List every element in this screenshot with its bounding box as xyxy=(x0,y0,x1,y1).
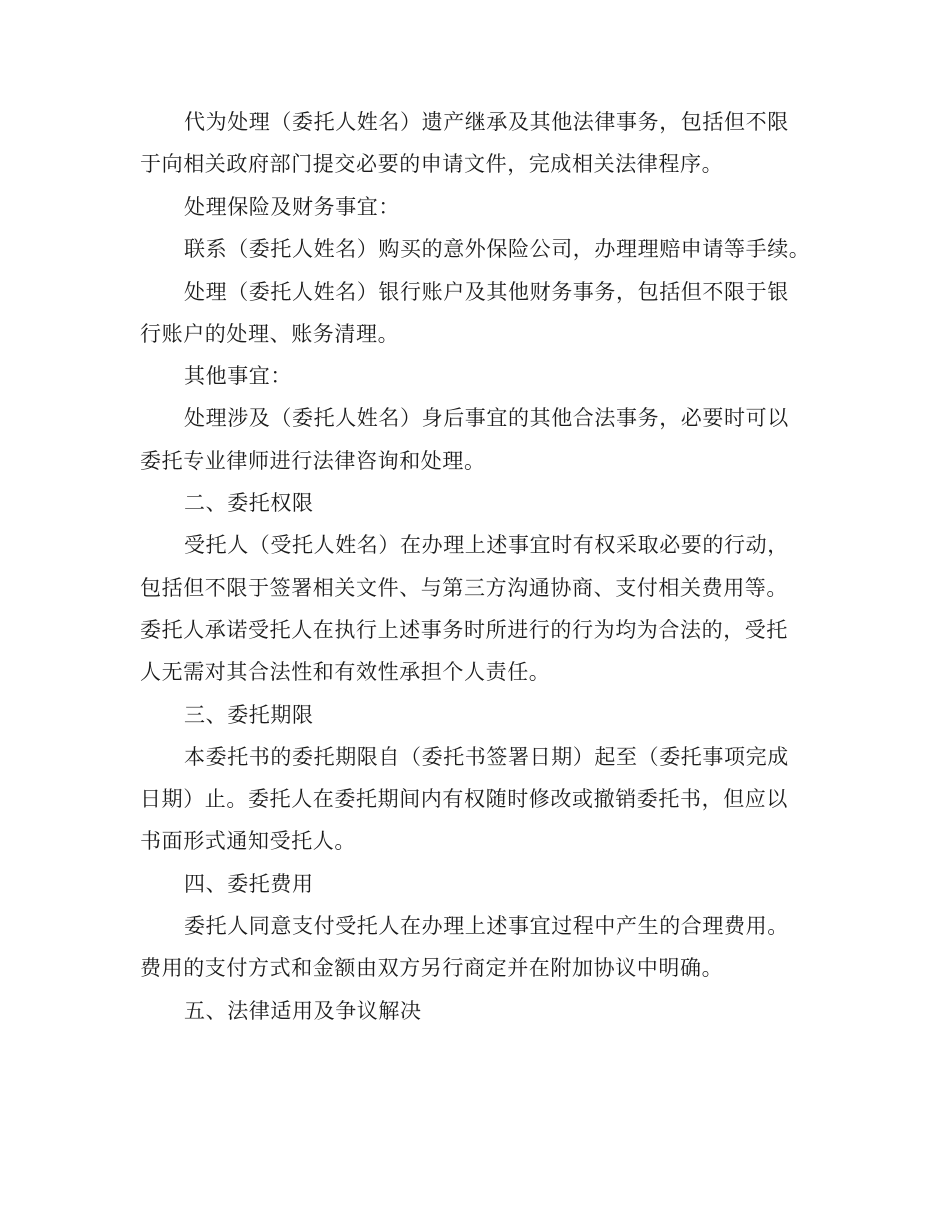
paragraph-line: 书面形式通知受托人。 xyxy=(140,829,356,853)
paragraph-line: 包括但不限于签署相关文件、与第三方沟通协商、支付相关费用等。 xyxy=(140,576,788,600)
paragraph-line: 本委托书的委托期限自（委托书签署日期）起至（委托事项完成 xyxy=(184,745,789,769)
section-heading: 处理保险及财务事宜： xyxy=(184,195,400,219)
section-heading: 四、委托费用 xyxy=(184,872,314,896)
paragraph-line: 受托人（受托人姓名）在办理上述事宜时有权采取必要的行动， xyxy=(184,533,789,557)
paragraph-line: 于向相关政府部门提交必要的申请文件，完成相关法律程序。 xyxy=(140,152,724,176)
section-heading: 二、委托权限 xyxy=(184,491,314,515)
paragraph-line: 代为处理（委托人姓名）遗产继承及其他法律事务，包括但不限 xyxy=(184,110,789,134)
section-heading: 五、法律适用及争议解决 xyxy=(184,999,422,1023)
paragraph-line: 处理（委托人姓名）银行账户及其他财务事务，包括但不限于银 xyxy=(184,280,789,304)
paragraph-line: 日期）止。委托人在委托期间内有权随时修改或撤销委托书，但应以 xyxy=(140,787,788,811)
section-heading: 其他事宜： xyxy=(184,364,292,388)
section-heading: 三、委托期限 xyxy=(184,703,314,727)
paragraph-line: 人无需对其合法性和有效性承担个人责任。 xyxy=(140,660,551,684)
paragraph-line: 委托人同意支付受托人在办理上述事宜过程中产生的合理费用。 xyxy=(184,914,789,938)
paragraph-line: 处理涉及（委托人姓名）身后事宜的其他合法事务，必要时可以 xyxy=(184,406,789,430)
paragraph-line: 费用的支付方式和金额由双方另行商定并在附加协议中明确。 xyxy=(140,956,724,980)
paragraph-line: 行账户的处理、账务清理。 xyxy=(140,322,400,346)
paragraph-line: 委托人承诺受托人在执行上述事务时所进行的行为均为合法的，受托 xyxy=(140,618,788,642)
paragraph-line: 联系（委托人姓名）购买的意外保险公司，办理理赔申请等手续。 xyxy=(184,237,811,261)
paragraph-line: 委托专业律师进行法律咨询和处理。 xyxy=(140,449,486,473)
